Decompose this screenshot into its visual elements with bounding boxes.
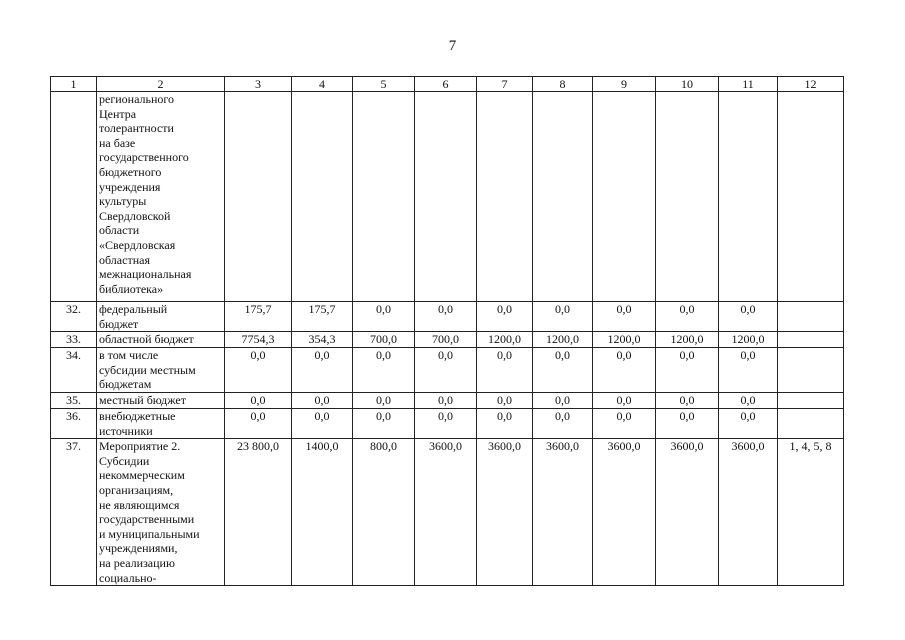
row-label: внебюджетные источники bbox=[97, 408, 225, 438]
table-row bbox=[51, 332, 844, 348]
value-cell: 0,0 bbox=[533, 408, 593, 438]
value-cell: 700,0 bbox=[415, 332, 477, 348]
column-header-9: 9 bbox=[593, 77, 656, 92]
table-row bbox=[51, 439, 844, 586]
target-indicators-cell: 1, 4, 5, 8 bbox=[778, 439, 844, 586]
target-indicators-cell bbox=[778, 332, 844, 348]
value-cell: 0,0 bbox=[415, 348, 477, 393]
value-cell: 1200,0 bbox=[719, 332, 778, 348]
value-cell: 800,0 bbox=[353, 439, 415, 586]
value-cell: 1200,0 bbox=[656, 332, 719, 348]
value-cell: 0,0 bbox=[353, 348, 415, 393]
row-label: регионального Центра толерантности на базе государственного бюджетного учреждения культуры Свердловской области «Свердловская областная межнациональная библиотека» bbox=[97, 92, 225, 302]
value-cell bbox=[593, 92, 656, 302]
table-row bbox=[51, 348, 844, 393]
value-cell: 0,0 bbox=[477, 392, 533, 408]
value-cell: 1200,0 bbox=[593, 332, 656, 348]
value-cell: 0,0 bbox=[415, 408, 477, 438]
value-cell: 0,0 bbox=[477, 408, 533, 438]
value-cell: 3600,0 bbox=[719, 439, 778, 586]
value-cell: 0,0 bbox=[656, 348, 719, 393]
value-cell bbox=[353, 92, 415, 302]
target-indicators-cell bbox=[778, 348, 844, 393]
value-cell: 0,0 bbox=[533, 392, 593, 408]
row-label: областной бюджет bbox=[97, 332, 225, 348]
value-cell: 0,0 bbox=[477, 302, 533, 332]
column-header-6: 6 bbox=[415, 77, 477, 92]
column-header-1: 1 bbox=[51, 77, 97, 92]
value-cell bbox=[292, 92, 353, 302]
column-header-4: 4 bbox=[292, 77, 353, 92]
value-cell bbox=[415, 92, 477, 302]
value-cell: 0,0 bbox=[533, 348, 593, 393]
value-cell: 700,0 bbox=[353, 332, 415, 348]
value-cell: 0,0 bbox=[593, 302, 656, 332]
value-cell: 0,0 bbox=[593, 408, 656, 438]
value-cell: 0,0 bbox=[353, 392, 415, 408]
header-row bbox=[51, 77, 844, 92]
row-number bbox=[51, 92, 97, 302]
value-cell: 3600,0 bbox=[477, 439, 533, 586]
value-cell: 0,0 bbox=[593, 348, 656, 393]
row-number: 33. bbox=[51, 332, 97, 348]
value-cell: 1200,0 bbox=[477, 332, 533, 348]
value-cell: 0,0 bbox=[477, 348, 533, 393]
value-cell bbox=[533, 92, 593, 302]
value-cell: 0,0 bbox=[292, 348, 353, 393]
value-cell: 0,0 bbox=[719, 392, 778, 408]
row-number: 37. bbox=[51, 439, 97, 586]
value-cell: 0,0 bbox=[656, 302, 719, 332]
value-cell: 0,0 bbox=[719, 408, 778, 438]
budget-table bbox=[50, 76, 844, 586]
row-number: 35. bbox=[51, 392, 97, 408]
row-label: федеральный бюджет bbox=[97, 302, 225, 332]
table-row bbox=[51, 408, 844, 438]
value-cell: 0,0 bbox=[719, 348, 778, 393]
value-cell: 0,0 bbox=[292, 408, 353, 438]
value-cell: 0,0 bbox=[656, 392, 719, 408]
target-indicators-cell bbox=[778, 408, 844, 438]
value-cell: 0,0 bbox=[415, 392, 477, 408]
value-cell: 0,0 bbox=[225, 348, 292, 393]
column-header-5: 5 bbox=[353, 77, 415, 92]
column-header-7: 7 bbox=[477, 77, 533, 92]
row-number: 32. bbox=[51, 302, 97, 332]
target-indicators-cell bbox=[778, 92, 844, 302]
value-cell: 3600,0 bbox=[533, 439, 593, 586]
column-header-12: 12 bbox=[778, 77, 844, 92]
value-cell: 175,7 bbox=[225, 302, 292, 332]
column-header-3: 3 bbox=[225, 77, 292, 92]
value-cell: 0,0 bbox=[415, 302, 477, 332]
target-indicators-cell bbox=[778, 392, 844, 408]
value-cell: 23 800,0 bbox=[225, 439, 292, 586]
value-cell bbox=[477, 92, 533, 302]
value-cell: 3600,0 bbox=[593, 439, 656, 586]
value-cell: 0,0 bbox=[353, 408, 415, 438]
column-header-2: 2 bbox=[97, 77, 225, 92]
page-number: 7 bbox=[448, 38, 457, 54]
column-header-11: 11 bbox=[719, 77, 778, 92]
row-number: 34. bbox=[51, 348, 97, 393]
target-indicators-cell bbox=[778, 302, 844, 332]
value-cell: 0,0 bbox=[225, 392, 292, 408]
column-header-8: 8 bbox=[533, 77, 593, 92]
value-cell bbox=[656, 92, 719, 302]
column-header-10: 10 bbox=[656, 77, 719, 92]
row-number: 36. bbox=[51, 408, 97, 438]
value-cell: 0,0 bbox=[353, 302, 415, 332]
table-row bbox=[51, 92, 844, 302]
value-cell: 7754,3 bbox=[225, 332, 292, 348]
row-label: Мероприятие 2. Субсидии некоммерческим организациям, не являющимся государственными и муниципальными учреждениями, на реализацию социально- bbox=[97, 439, 225, 586]
row-label: местный бюджет bbox=[97, 392, 225, 408]
value-cell: 3600,0 bbox=[415, 439, 477, 586]
row-label: в том числе субсидии местным бюджетам bbox=[97, 348, 225, 393]
value-cell: 3600,0 bbox=[656, 439, 719, 586]
table-row bbox=[51, 302, 844, 332]
value-cell bbox=[719, 92, 778, 302]
value-cell: 0,0 bbox=[719, 302, 778, 332]
table-row bbox=[51, 392, 844, 408]
value-cell: 0,0 bbox=[292, 392, 353, 408]
value-cell: 1200,0 bbox=[533, 332, 593, 348]
value-cell: 175,7 bbox=[292, 302, 353, 332]
value-cell: 0,0 bbox=[593, 392, 656, 408]
value-cell: 0,0 bbox=[656, 408, 719, 438]
value-cell: 354,3 bbox=[292, 332, 353, 348]
value-cell: 0,0 bbox=[533, 302, 593, 332]
value-cell: 1400,0 bbox=[292, 439, 353, 586]
value-cell bbox=[225, 92, 292, 302]
value-cell: 0,0 bbox=[225, 408, 292, 438]
